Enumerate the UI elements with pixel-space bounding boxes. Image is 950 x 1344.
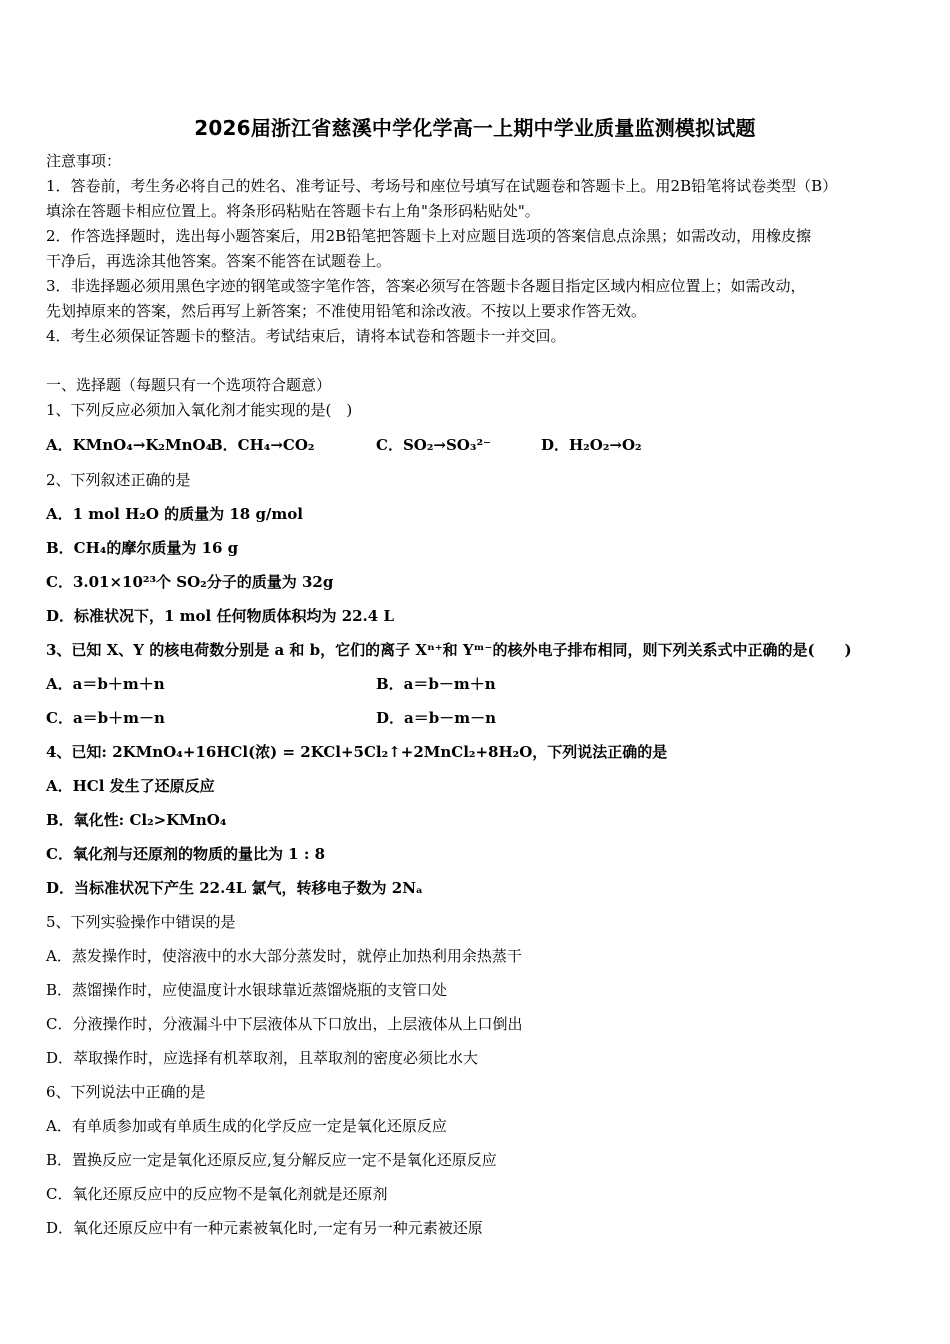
page-title: 2026届浙江省慈溪中学化学高一上期中学业质量监测模拟试题 xyxy=(194,116,756,140)
notice-line-2: 填涂在答题卡相应位置上。将条形码粘贴在答题卡右上角"条形码粘贴处"。 xyxy=(46,202,540,220)
q1-option-c: C．SO₂→SO₃²⁻ xyxy=(376,436,491,454)
q5-option-c: C．分液操作时，分液漏斗中下层液体从下口放出，上层液体从上口倒出 xyxy=(46,1015,523,1033)
q5-option-d: D．萃取操作时，应选择有机萃取剂，且萃取剂的密度必须比水大 xyxy=(46,1049,479,1067)
question-3-stem: 3、已知 X、Y 的核电荷数分别是 a 和 b，它们的离子 Xⁿ⁺和 Yᵐ⁻的核外电子排布相同，则下列关系式中正确的是( ) xyxy=(46,641,852,659)
q2-option-d: D．标准状况下，1 mol 任何物质体积均为 22.4 L xyxy=(46,607,394,625)
question-6-stem: 6、下列说法中正确的是 xyxy=(46,1083,206,1101)
question-1-options xyxy=(46,436,906,454)
notice-line-6: 先划掉原来的答案，然后再写上新答案；不准使用铅笔和涂改液。不按以上要求作答无效。 xyxy=(46,302,647,320)
notice-line-5: 3．非选择题必须用黑色字迹的钢笔或签字笔作答，答案必须写在答题卡各题目指定区域内相应位置上；如需改动， xyxy=(46,277,806,295)
q4-option-b: B．氧化性: Cl₂>KMnO₄ xyxy=(46,811,227,829)
question-3-options-row1 xyxy=(46,675,906,693)
q6-option-a: A．有单质参加或有单质生成的化学反应一定是氧化还原反应 xyxy=(46,1117,447,1135)
notice-line-4: 干净后，再选涂其他答案。答案不能答在试题卷上。 xyxy=(46,252,392,270)
q3-option-b: B．a＝b－m＋n xyxy=(376,675,496,693)
q2-option-a: A．1 mol H₂O 的质量为 18 g/mol xyxy=(46,505,303,523)
q4-option-c: C．氧化剂与还原剂的物质的量比为 1 : 8 xyxy=(46,845,326,863)
question-4-stem: 4、已知: 2KMnO₄+16HCl(浓) = 2KCl+5Cl₂↑+2MnCl₂+8H₂O，下列说法正确的是 xyxy=(46,743,668,761)
q5-option-a: A．蒸发操作时，使溶液中的水大部分蒸发时，就停止加热利用余热蒸干 xyxy=(46,947,522,965)
question-2-stem: 2、下列叙述正确的是 xyxy=(46,471,191,489)
q6-option-b: B．置换反应一定是氧化还原反应,复分解反应一定不是氧化还原反应 xyxy=(46,1151,497,1169)
q6-option-c: C．氧化还原反应中的反应物不是氧化剂就是还原剂 xyxy=(46,1185,388,1203)
q4-option-d: D．当标准状况下产生 22.4L 氯气，转移电子数为 2Nₐ xyxy=(46,879,423,897)
q1-option-d: D．H₂O₂→O₂ xyxy=(541,436,642,454)
q5-option-b: B．蒸馏操作时，应使温度计水银球靠近蒸馏烧瓶的支管口处 xyxy=(46,981,448,999)
notice-heading: 注意事项： xyxy=(46,152,122,170)
section-heading: 一、选择题（每题只有一个选项符合题意） xyxy=(46,376,332,394)
notice-line-1: 1．答卷前，考生务必将自己的姓名、准考证号、考场号和座位号填写在试题卷和答题卡上。用2B铅笔将试卷类型（B） xyxy=(46,177,838,195)
q4-option-a: A．HCl 发生了还原反应 xyxy=(46,777,215,795)
q2-option-b: B．CH₄的摩尔质量为 16 g xyxy=(46,539,239,557)
notice-line-7: 4．考生必须保证答题卡的整洁。考试结束后，请将本试卷和答题卡一并交回。 xyxy=(46,327,566,345)
notice-line-3: 2．作答选择题时，选出每小题答案后，用2B铅笔把答题卡上对应题目选项的答案信息点涂黑；如需改动，用橡皮擦 xyxy=(46,227,812,245)
q2-option-c: C．3.01×10²³个 SO₂分子的质量为 32g xyxy=(46,573,334,591)
q3-option-c: C．a＝b＋m－n xyxy=(46,709,165,727)
q1-option-a: A．KMnO₄→K₂MnO₄ xyxy=(46,436,213,454)
question-1-stem: 1、下列反应必须加入氧化剂才能实现的是( ) xyxy=(46,401,353,419)
q3-option-d: D．a＝b－m－n xyxy=(376,709,496,727)
question-5-stem: 5、下列实验操作中错误的是 xyxy=(46,913,236,931)
q3-option-a: A．a＝b＋m＋n xyxy=(46,675,165,693)
q6-option-d: D．氧化还原反应中有一种元素被氧化时,一定有另一种元素被还原 xyxy=(46,1219,483,1237)
q1-option-b: B．CH₄→CO₂ xyxy=(210,436,315,454)
question-3-options-row2 xyxy=(46,709,906,727)
